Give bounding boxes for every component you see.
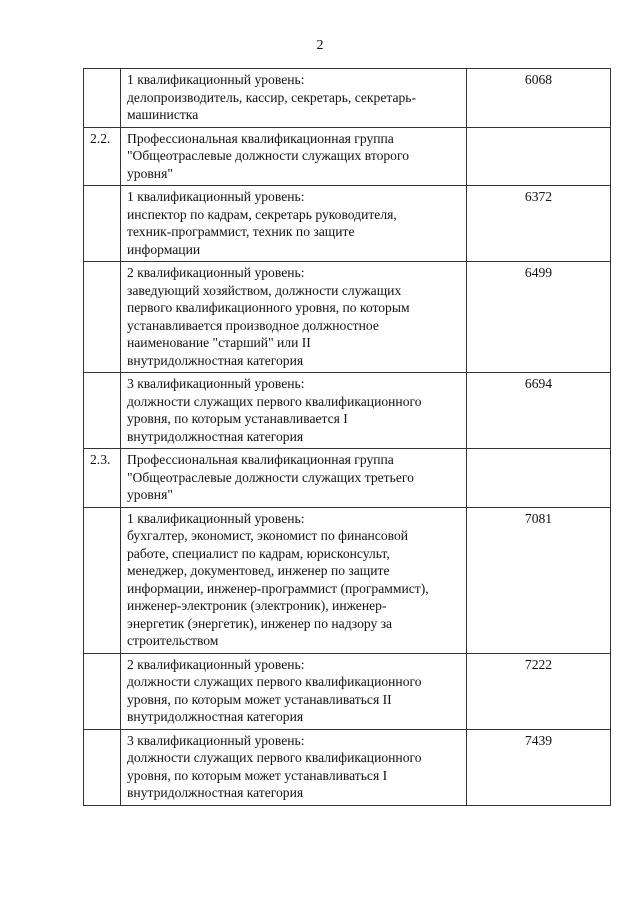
table-row xyxy=(84,69,611,128)
description-cell xyxy=(121,373,467,449)
description-line: машинистка xyxy=(127,107,199,122)
row-number-cell xyxy=(84,729,121,805)
table-row xyxy=(84,729,611,805)
description-line: энергетик (энергетик), инженер по надзору за xyxy=(127,615,393,631)
table-body xyxy=(84,69,611,806)
description-line: строительством xyxy=(127,633,219,648)
description-line: бухгалтер, экономист, экономист по финансовой xyxy=(127,528,409,543)
description-line: уровня, по которым устанавливается I xyxy=(127,411,348,426)
description-line: наименование "старший" или II xyxy=(127,335,311,350)
table-row xyxy=(84,186,611,262)
description-line: должности служащих первого квалификационного xyxy=(127,393,422,409)
description-line: информации xyxy=(127,241,201,257)
description-cell xyxy=(121,69,467,128)
description-line: внутридолжностная категория xyxy=(127,709,304,724)
row-number-cell xyxy=(84,262,121,373)
description-line: должности служащих первого квалификационного xyxy=(127,750,422,765)
description-line: делопроизводитель, кассир, секретарь, секретарь- xyxy=(127,89,417,105)
description-line: Профессиональная квалификационная группа xyxy=(127,452,394,467)
description-line: менеджер, документовед, инженер по защите xyxy=(127,563,390,578)
description-line: инженер-электроник (электроник), инженер- xyxy=(127,598,387,613)
description-line: 2 квалификационный уровень: xyxy=(127,656,305,672)
row-number-cell: 2.3. xyxy=(84,449,121,508)
salary-cell xyxy=(467,449,611,508)
salary-cell: 6372 xyxy=(467,186,611,262)
row-number-cell: 2.2. xyxy=(84,127,121,186)
description-line: уровня, по которым может устанавливаться II xyxy=(127,691,392,707)
description-line: "Общеотраслевые должности служащих третьего xyxy=(127,469,414,485)
description-line: устанавливается производное должностное xyxy=(127,317,379,333)
description-cell xyxy=(121,127,467,186)
row-number-cell xyxy=(84,653,121,729)
description-cell xyxy=(121,186,467,262)
description-line: 3 квалификационный уровень: xyxy=(127,732,305,748)
description-line: первого квалификационного уровня, по которым xyxy=(127,300,410,315)
row-number-cell xyxy=(84,373,121,449)
description-line: внутридолжностная категория xyxy=(127,785,304,800)
salary-cell: 6694 xyxy=(467,373,611,449)
description-line: уровня, по которым может устанавливаться I xyxy=(127,767,388,783)
description-line: информации, инженер-программист (программист), xyxy=(127,580,429,596)
description-line: 2 квалификационный уровень: xyxy=(127,265,305,280)
salary-cell: 6068 xyxy=(467,69,611,128)
table-row xyxy=(84,449,611,508)
description-cell xyxy=(121,653,467,729)
description-line: "Общеотраслевые должности служащих второго xyxy=(127,148,410,163)
description-line: должности служащих первого квалификационного xyxy=(127,674,422,689)
salary-cell: 6499 xyxy=(467,262,611,373)
description-cell xyxy=(121,729,467,805)
table-row xyxy=(84,653,611,729)
page-number: 2 xyxy=(316,38,324,53)
description-cell xyxy=(121,507,467,653)
row-number-cell xyxy=(84,507,121,653)
description-line: работе, специалист по кадрам, юрисконсульт, xyxy=(127,545,390,561)
description-line: 1 квалификационный уровень: xyxy=(127,510,305,526)
description-cell xyxy=(121,449,467,508)
table-row xyxy=(84,127,611,186)
salary-cell: 7439 xyxy=(467,729,611,805)
salary-cell xyxy=(467,127,611,186)
row-number-cell xyxy=(84,69,121,128)
table-row xyxy=(84,507,611,653)
description-line: Профессиональная квалификационная группа xyxy=(127,130,394,146)
table-row xyxy=(84,262,611,373)
table-row xyxy=(84,373,611,449)
description-line: внутридолжностная категория xyxy=(127,352,304,368)
description-line: 1 квалификационный уровень: xyxy=(127,189,305,204)
salary-cell: 7222 xyxy=(467,653,611,729)
description-line: техник-программист, техник по защите xyxy=(127,224,355,239)
description-line: внутридолжностная категория xyxy=(127,428,304,444)
description-line: инспектор по кадрам, секретарь руководителя, xyxy=(127,206,397,222)
description-line: уровня" xyxy=(127,487,173,502)
description-line: уровня" xyxy=(127,165,173,181)
description-line: 1 квалификационный уровень: xyxy=(127,72,305,87)
salary-cell: 7081 xyxy=(467,507,611,653)
description-line: 3 квалификационный уровень: xyxy=(127,376,305,391)
row-number-cell xyxy=(84,186,121,262)
description-line: заведующий хозяйством, должности служащих xyxy=(127,282,402,298)
description-cell xyxy=(121,262,467,373)
salary-table xyxy=(83,68,611,806)
